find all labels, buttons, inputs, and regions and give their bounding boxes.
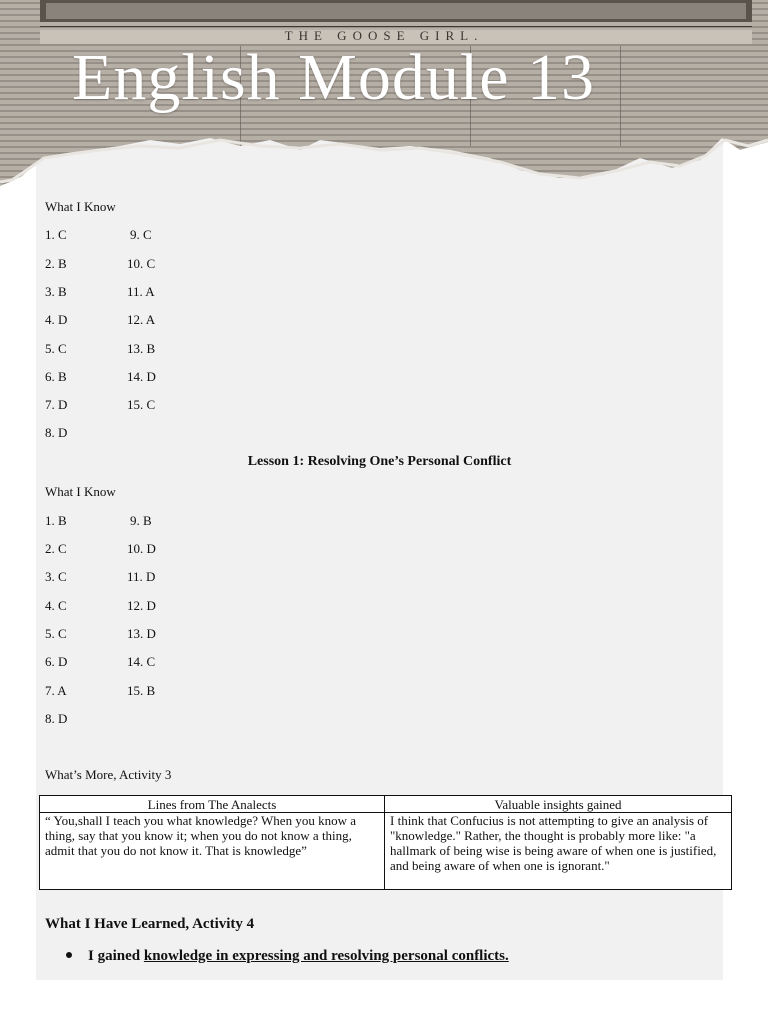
answer-item: 10. C bbox=[127, 256, 156, 271]
answer-item: 4. C bbox=[45, 598, 67, 613]
answer-item: 12. A bbox=[127, 312, 156, 327]
answer-item: 9. C bbox=[130, 227, 152, 242]
answer-item: 3. B bbox=[45, 284, 67, 299]
answer-item: 8. D bbox=[45, 425, 68, 440]
answer-item: 2. C bbox=[45, 541, 67, 556]
whats-more-heading: What’s More, Activity 3 bbox=[45, 767, 172, 782]
answer-item: 11. D bbox=[127, 569, 156, 584]
answer-item: 15. C bbox=[127, 397, 156, 412]
answer-item: 7. A bbox=[45, 683, 67, 698]
answer-item: 13. D bbox=[127, 626, 156, 641]
page-title: English Module 13 bbox=[72, 41, 595, 114]
table-header-row bbox=[40, 796, 732, 813]
answer-item: 4. D bbox=[45, 312, 68, 327]
table-row bbox=[40, 813, 732, 890]
learned-bullet bbox=[66, 948, 509, 965]
answer-item: 15. B bbox=[127, 683, 156, 698]
lesson-title: Lesson 1: Resolving One’s Personal Conflict bbox=[247, 454, 512, 469]
bullet-underlined-text: knowledge in expressing and resolving personal conflicts. bbox=[143, 948, 509, 964]
answer-item: 14. C bbox=[127, 654, 156, 669]
answer-item: 10. D bbox=[127, 541, 156, 556]
answer-item: 11. A bbox=[127, 284, 155, 299]
answer-item: 5. C bbox=[45, 626, 67, 641]
answer-item: 8. D bbox=[45, 711, 68, 726]
newspaper-heading: THE GOOSE GIRL. bbox=[284, 28, 484, 43]
what-i-know-heading: What I Know bbox=[45, 199, 116, 214]
what-i-have-learned-heading: What I Have Learned, Activity 4 bbox=[45, 916, 255, 932]
column-header-insights: Valuable insights gained bbox=[385, 796, 732, 813]
insight-cell: I think that Confucius is not attempting to give an analysis of "knowledge." Rather, the thought is probably more like: "a hallmark of being wise is being aware of when one is justified, and being aware of when one is ignorant." bbox=[385, 813, 732, 890]
answer-item: 2. B bbox=[45, 256, 67, 271]
column-header-lines: Lines from The Analects bbox=[40, 796, 385, 813]
answer-item: 14. D bbox=[127, 369, 156, 384]
analects-quote-cell: “ You,shall I teach you what knowledge? When you know a thing, say that you know it; when you do not know a thing, admit that you do not know it. That is knowledge” bbox=[40, 813, 385, 890]
answer-item: 1. B bbox=[45, 513, 67, 528]
answer-item: 3. C bbox=[45, 569, 67, 584]
what-i-know-heading: What I Know bbox=[45, 484, 116, 499]
answer-item: 13. B bbox=[127, 341, 156, 356]
answer-item: 7. D bbox=[45, 397, 68, 412]
answer-item: 9. B bbox=[130, 513, 152, 528]
answer-item: 6. B bbox=[45, 369, 67, 384]
bullet-prefix: I gained bbox=[88, 948, 144, 964]
answer-item: 6. D bbox=[45, 654, 68, 669]
answer-item: 5. C bbox=[45, 341, 67, 356]
answer-item: 1. C bbox=[45, 227, 67, 242]
answer-item: 12. D bbox=[127, 598, 156, 613]
bullet-icon bbox=[66, 952, 72, 958]
analects-table bbox=[39, 795, 732, 890]
